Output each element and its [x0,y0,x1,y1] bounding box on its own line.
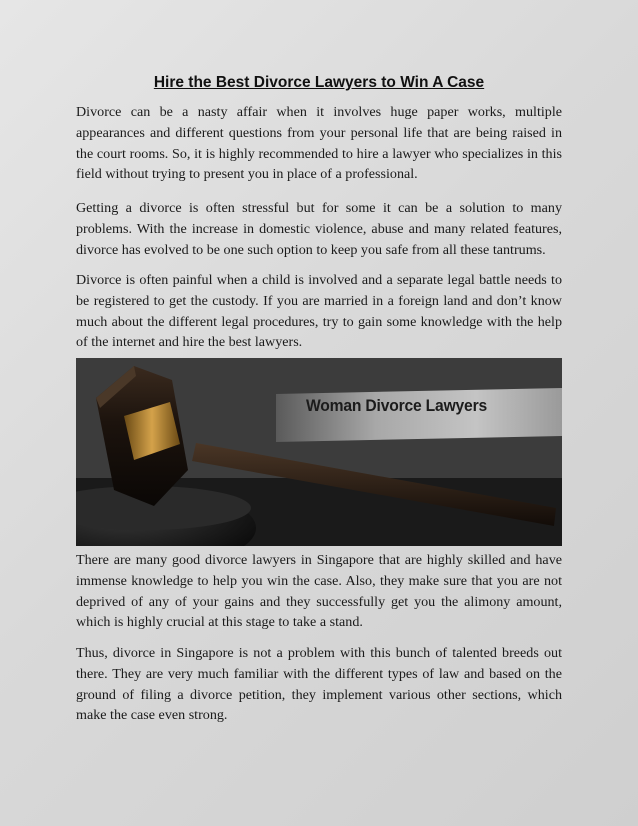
paragraph-1: Divorce can be a nasty affair when it involves huge paper works, multiple appearances and different questions from your personal life that are being raised in the court rooms. So, it is highly recommended to hire a lawyer who specializes in this field without trying to present you in place of a professional. [76,104,562,183]
paragraph-2: Getting a divorce is often stressful but for some it can be a solution to many problems. With the increase in domestic violence, abuse and many related features, divorce has evolved to be one such option to keep you safe from all these tantrums. [76,200,562,258]
gavel-image [76,358,562,546]
paragraph-5: Thus, divorce in Singapore is not a problem with this bunch of talented breeds out there. They are very much familiar with the different types of law and based on the ground of filing a divorce petition, they implement various other sections, which make the case even strong. [76,645,562,724]
paragraph-3: Divorce is often painful when a child is involved and a separate legal battle needs to be registered to get the custody. If you are married in a foreign land and don’t know much about the different legal procedures, try to gain some knowledge with the help of the internet and hire the best lawyers. [76,272,562,351]
banner-text: Woman Divorce Lawyers [306,396,487,415]
paragraph-4: There are many good divorce lawyers in Singapore that are highly skilled and have immense knowledge to help you win the case. Also, they make sure that you are not deprived of any of your gains and they successfully get you the alimony amount, which is highly crucial at this stage to take a stand. [76,552,562,631]
gavel-illustration [76,358,562,546]
page-title: Hire the Best Divorce Lawyers to Win A Case [153,74,485,91]
